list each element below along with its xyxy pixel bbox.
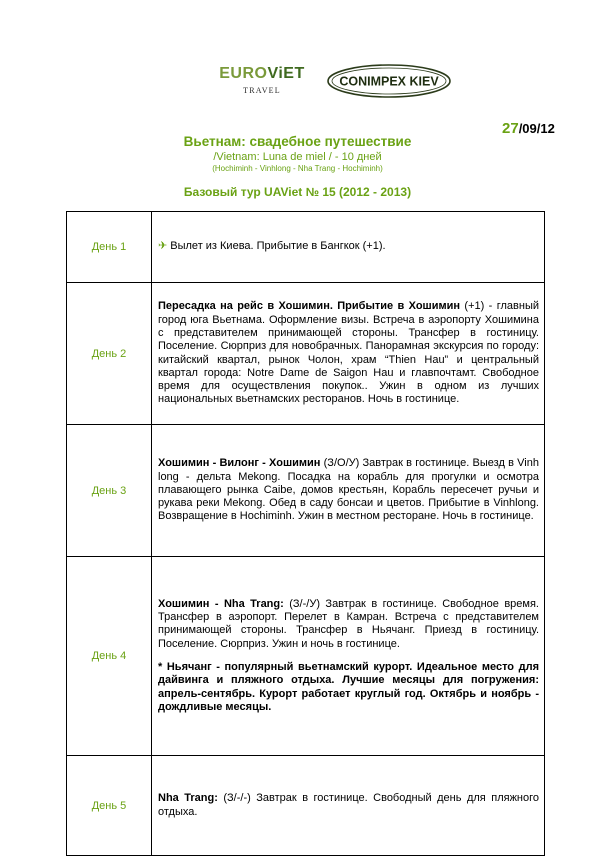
route-line: (Hochiminh - Vinhlong - Nha Trang - Hochiminh) [212, 164, 383, 173]
tour-title: Базовый тур UAViet № 15 (2012 - 2013) [183, 185, 412, 199]
day-description [152, 756, 545, 856]
itinerary-row-day-3 [67, 425, 545, 557]
day-label: День 3 [67, 425, 152, 557]
day-heading: Пересадка на рейс в Хошимин. Прибытие в Хошимин [158, 300, 461, 313]
date-day: 27 [502, 120, 519, 137]
logo-conimpex-text: CONIMPEX KIEV [339, 74, 439, 89]
itinerary-row-day-2 [67, 283, 545, 425]
logo-travel-text: TRAVEL [243, 86, 281, 95]
airplane-icon: ✈ [158, 240, 168, 253]
page-subtitle: /Vietnam: Luna de miel / - 10 дней [213, 151, 382, 163]
logo-euro-part: EURO [219, 65, 268, 82]
day-heading: Хошимин - Вилонг - Хошимин [158, 457, 321, 470]
day-description [152, 283, 545, 425]
day-text: (З/-/У) Завтрак в гостинице. Свободное время. Трансфер в аэропорт. Перелет в Камран. Встреча с представителем принимающей стороны. Трансфер в Ньячанг. Приезд в гостиницу. Поселение. Сюрприз. Ужин и ночь в гостинице. [158, 597, 539, 650]
day-description [152, 557, 545, 756]
day-label: День 2 [67, 283, 152, 425]
itinerary-table [66, 211, 545, 856]
nha-trang-note: * Ньячанг - популярный вьетнамский курорт. Идеальное место для дайвинга и пляжного отдыха. Лучшие месяцы для погружения: апрель-сентябрь. Курорт работает круглый год. Октябрь и ноябрь - дождливые месяцы. [158, 661, 539, 713]
day-text: (З/-/-) Завтрак в гостинице. Свободный день для пляжного отдыха. [158, 792, 540, 818]
day-text: (З/О/У) Завтрак в гостинице. Выезд в Vinh long - дельта Mekong. Посадка на корабль для прогулки и осмотра плавающего рынка Caibe, домов крестьян, Корабль пересечет ручьи и рукава реки Mekong. Обед в саду бонсаи и цветов. Прибытие в Vinhlong. Возвращение в Hochiminh. Ужин в местном ресторане. Ночь в гостинице. [158, 457, 539, 523]
eurovietnam-logo [212, 66, 312, 95]
itinerary-row-day-5 [67, 756, 545, 856]
day-label: День 5 [67, 756, 152, 856]
day-description [152, 212, 545, 283]
day-text: (+1) - главный город юга Вьетнама. Оформление визы. Встреча в аэропорту Хошимина с представителем принимающей стороны. Трансфер в гостиницу. Поселение. Сюрприз для новобрачных. Панорамная экскурсия по городу: китайский квартал, рынок Чолон, храм “Thien Hau” и центральный квартал города: Notre Dame de Saigon Hau и главпочтамт. Свободное время для осуществления покупок.. Ужин в одном из лучших национальных вьетнамских ресторанов. Ночь в гостинице. [158, 300, 539, 406]
day-label: День 1 [67, 212, 152, 283]
day-heading: Nha Trang: [158, 792, 218, 805]
itinerary-row-day-4 [67, 557, 545, 756]
day-text: Вылет из Киева. Прибытие в Бангкок (+1). [167, 240, 386, 253]
itinerary-row-day-1 [67, 212, 545, 283]
conimpex-logo [327, 64, 451, 98]
logo-euroviet-wordmark [212, 66, 312, 82]
logo-viet-part: ViET [267, 65, 305, 82]
day-description [152, 425, 545, 557]
date-rest: /09/12 [518, 121, 555, 136]
day-label: День 4 [67, 557, 152, 756]
day-heading: Хошимин - Nha Trang: [158, 597, 284, 610]
page-title: Вьетнам: свадебное путешествие [183, 134, 412, 149]
